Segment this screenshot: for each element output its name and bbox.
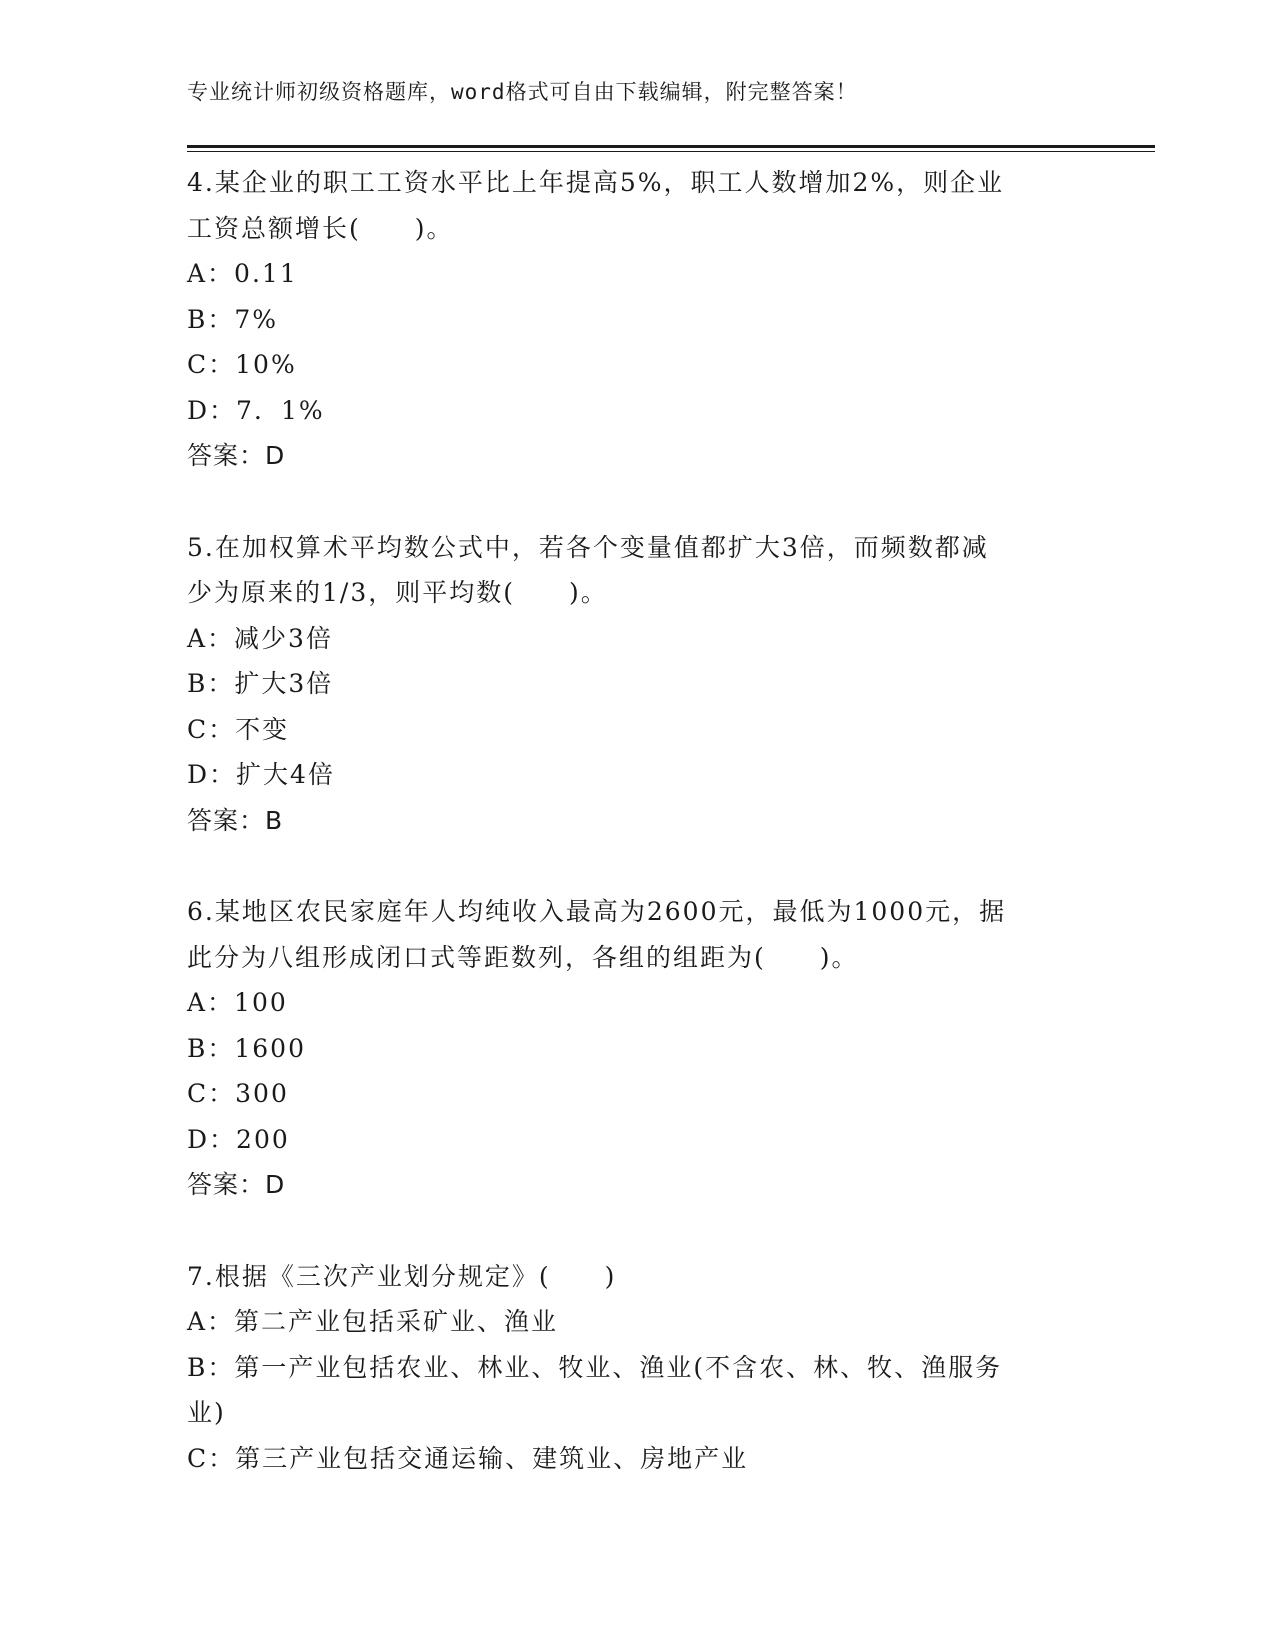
header-rule-thin xyxy=(187,151,1155,152)
questions-list xyxy=(187,160,1087,1527)
question-5 xyxy=(187,525,1087,844)
question-stem-line: 7.根据《三次产业划分规定》( ) xyxy=(187,1261,617,1291)
question-4 xyxy=(187,160,1087,479)
option-b: B：第一产业包括农业、林业、牧业、渔业(不含农、林、牧、渔服务 xyxy=(187,1352,1003,1382)
option-d: D：扩大4倍 xyxy=(187,760,335,789)
question-stem-line: 此分为八组形成闭口式等距数列，各组的组距为( )。 xyxy=(187,942,859,972)
question-7 xyxy=(187,1254,1087,1482)
option-b: B：扩大3倍 xyxy=(187,669,334,698)
option-c: C：10% xyxy=(187,350,297,379)
option-d: D：200 xyxy=(187,1124,290,1154)
option-c: C：第三产业包括交通运输、建筑业、房地产业 xyxy=(187,1443,749,1473)
option-c: C：300 xyxy=(187,1079,289,1108)
answer-label: 答案：B xyxy=(187,805,284,835)
question-stem-line: 少为原来的1/3，则平均数( )。 xyxy=(187,578,608,607)
option-b: B：7% xyxy=(187,304,279,334)
option-d: D：7．1% xyxy=(187,395,325,425)
option-a: A：第二产业包括采矿业、渔业 xyxy=(187,1307,559,1336)
page-header: 专业统计师初级资格题库，word格式可自由下载编辑，附完整答案！ xyxy=(187,80,858,104)
option-a: A：减少3倍 xyxy=(187,623,333,653)
option-b: B：1600 xyxy=(187,1033,306,1063)
question-stem-line: 6.某地区农民家庭年人均纯收入最高为2600元，最低为1000元，据 xyxy=(187,897,1007,926)
option-a: A：100 xyxy=(187,988,288,1017)
answer-label: 答案：D xyxy=(187,1170,286,1199)
question-stem-line: 工资总额增长( )。 xyxy=(187,213,454,243)
question-stem-line: 4.某企业的职工工资水平比上年提高5%，职工人数增加2%，则企业 xyxy=(187,168,1005,197)
header-rule-thick xyxy=(187,145,1155,148)
option-b-continued: 业) xyxy=(187,1398,226,1427)
option-c: C：不变 xyxy=(187,714,290,744)
option-a: A：0.11 xyxy=(187,259,298,288)
question-stem-line: 5.在加权算术平均数公式中，若各个变量值都扩大3倍，而频数都减 xyxy=(187,532,989,562)
question-6 xyxy=(187,889,1087,1208)
answer-label: 答案：D xyxy=(187,441,286,470)
